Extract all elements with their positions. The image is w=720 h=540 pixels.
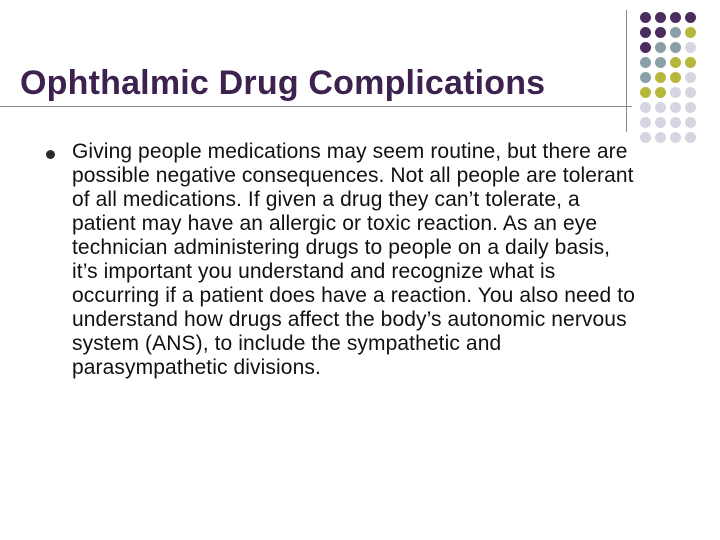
decorative-dot — [640, 117, 651, 128]
decorative-dot — [655, 27, 666, 38]
decorative-dot — [655, 72, 666, 83]
decorative-dot — [685, 57, 696, 68]
decorative-dot — [685, 87, 696, 98]
decorative-dot — [655, 102, 666, 113]
decorative-dot — [670, 72, 681, 83]
decorative-dot — [655, 117, 666, 128]
decorative-dot — [640, 57, 651, 68]
decorative-dot — [640, 87, 651, 98]
title-divider — [0, 106, 632, 107]
decorative-dot — [640, 102, 651, 113]
decorative-dot — [655, 87, 666, 98]
decorative-dot — [685, 12, 696, 23]
decorative-dot — [685, 27, 696, 38]
decorative-dot — [685, 117, 696, 128]
decorative-dot — [685, 102, 696, 113]
decorative-dot — [640, 72, 651, 83]
decorative-dot — [640, 42, 651, 53]
decorative-dot — [685, 72, 696, 83]
bullet-item — [40, 140, 640, 380]
decorative-dot — [655, 132, 666, 143]
decorative-dot — [670, 27, 681, 38]
bullet-icon — [46, 150, 55, 159]
decorative-dot — [670, 117, 681, 128]
decorative-dot — [685, 132, 696, 143]
decorative-dot — [670, 132, 681, 143]
decorative-dot — [640, 12, 651, 23]
slide-title: Ophthalmic Drug Complications — [20, 64, 546, 102]
bullet-text: Giving people medications may seem routine, but there are possible negative consequences. Not all people are tolerant of all medications. If given a drug they can’t tolerate, a patient may have an allergic or toxic reaction. As an eye technician administering drugs to people on a daily basis, it’s important you understand and recognize what is occurring if a patient does have a reaction. You also need to understand how drugs affect the body’s autonomic nervous system (ANS), to include the sympathetic and parasympathetic divisions. — [72, 140, 635, 379]
decorative-dot — [670, 57, 681, 68]
decorative-dot — [670, 87, 681, 98]
decorative-dot — [655, 12, 666, 23]
decorative-dot — [655, 42, 666, 53]
decorative-dot — [670, 102, 681, 113]
decorative-dot — [670, 12, 681, 23]
slide-content — [40, 140, 640, 380]
decorative-dot-grid — [634, 6, 720, 126]
decorative-dot — [640, 27, 651, 38]
decorative-dot — [655, 57, 666, 68]
decorative-dot — [685, 42, 696, 53]
decorative-dot — [670, 42, 681, 53]
decorative-dot — [640, 132, 651, 143]
vertical-divider — [626, 10, 627, 132]
